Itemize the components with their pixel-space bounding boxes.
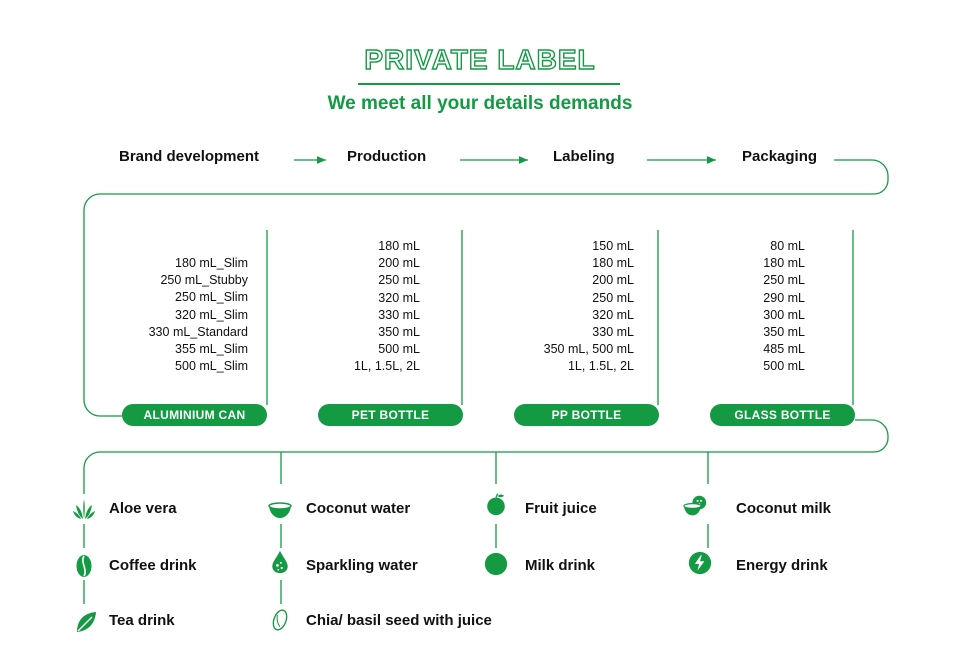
pet-bottle-badge: PET BOTTLE (318, 404, 463, 426)
size-item: 250 mL (592, 290, 634, 305)
size-item: 350 mL (378, 325, 420, 340)
milk-icon (484, 552, 508, 576)
step-packaging: Packaging (742, 148, 818, 165)
size-item: 330 mL (378, 307, 420, 322)
size-item: 330 mL_Standard (148, 324, 248, 339)
lightning-icon (688, 551, 712, 575)
size-item: 180 mL (378, 239, 420, 253)
aluminium-can-badge: ALUMINIUM CAN (122, 404, 267, 426)
size-item: 320 mL (378, 290, 420, 305)
size-item: 355 mL_Slim (175, 342, 248, 357)
aluminium-can-sizes (118, 255, 248, 375)
coffee-bean-icon (72, 554, 96, 578)
size-item: 250 mL_Slim (175, 290, 248, 305)
size-item: 250 mL (763, 273, 805, 288)
size-item: 500 mL (378, 342, 420, 357)
page-title: PRIVATE LABEL (364, 44, 596, 75)
pet-bottle-sizes (320, 238, 420, 376)
size-item: 150 mL (592, 239, 634, 253)
water-drop-icon (268, 550, 292, 574)
glass-bottle-sizes (725, 238, 805, 376)
size-item: 500 mL_Slim (175, 359, 248, 374)
pp-bottle-badge: PP BOTTLE (514, 404, 659, 426)
coconut-milk-icon (683, 494, 707, 518)
drink-aloe-vera: Aloe vera (109, 500, 177, 517)
size-item: 350 mL (763, 325, 805, 340)
drink-tea: Tea drink (109, 612, 175, 629)
drink-sparkling-water: Sparkling water (306, 557, 418, 574)
size-item: 350 mL, 500 mL (543, 342, 634, 357)
page-subtitle: We meet all your details demands (327, 93, 633, 114)
size-item: 1L, 1.5L, 2L (353, 359, 420, 374)
step-labeling: Labeling (553, 148, 615, 165)
step-brand-development: Brand development (119, 148, 260, 165)
flow-line-bottom (84, 420, 888, 494)
tea-leaf-icon (74, 610, 98, 634)
size-item: 320 mL (592, 307, 634, 322)
drink-chia-basil-seed: Chia/ basil seed with juice (306, 612, 492, 629)
size-item: 330 mL (592, 325, 634, 340)
seed-icon (268, 608, 292, 632)
size-item: 320 mL_Slim (175, 307, 248, 322)
size-item: 180 mL (592, 256, 634, 271)
drink-coconut-milk: Coconut milk (736, 500, 832, 517)
pp-bottle-sizes (514, 238, 634, 376)
drink-coffee: Coffee drink (109, 557, 197, 574)
size-item: 485 mL (763, 342, 805, 357)
size-item: 180 mL (763, 256, 805, 271)
size-item: 200 mL (378, 256, 420, 271)
drink-energy: Energy drink (736, 557, 828, 574)
size-item: 250 mL (378, 273, 420, 288)
size-item: 290 mL (763, 290, 805, 305)
size-item: 180 mL_Slim (175, 256, 248, 270)
fruit-icon (484, 492, 508, 516)
size-item: 300 mL (763, 307, 805, 322)
coconut-icon (268, 497, 292, 521)
aloe-vera-icon (72, 497, 96, 521)
drink-fruit-juice: Fruit juice (525, 500, 597, 517)
size-item: 500 mL (763, 359, 805, 374)
title-underline (358, 83, 620, 85)
size-item: 1L, 1.5L, 2L (567, 359, 634, 374)
size-item: 200 mL (592, 273, 634, 288)
glass-bottle-badge: GLASS BOTTLE (710, 404, 855, 426)
drink-coconut-water: Coconut water (306, 500, 411, 517)
step-production: Production (347, 148, 427, 165)
size-item: 250 mL_Stubby (160, 273, 248, 288)
size-item: 80 mL (770, 239, 805, 253)
drink-milk: Milk drink (525, 557, 596, 574)
